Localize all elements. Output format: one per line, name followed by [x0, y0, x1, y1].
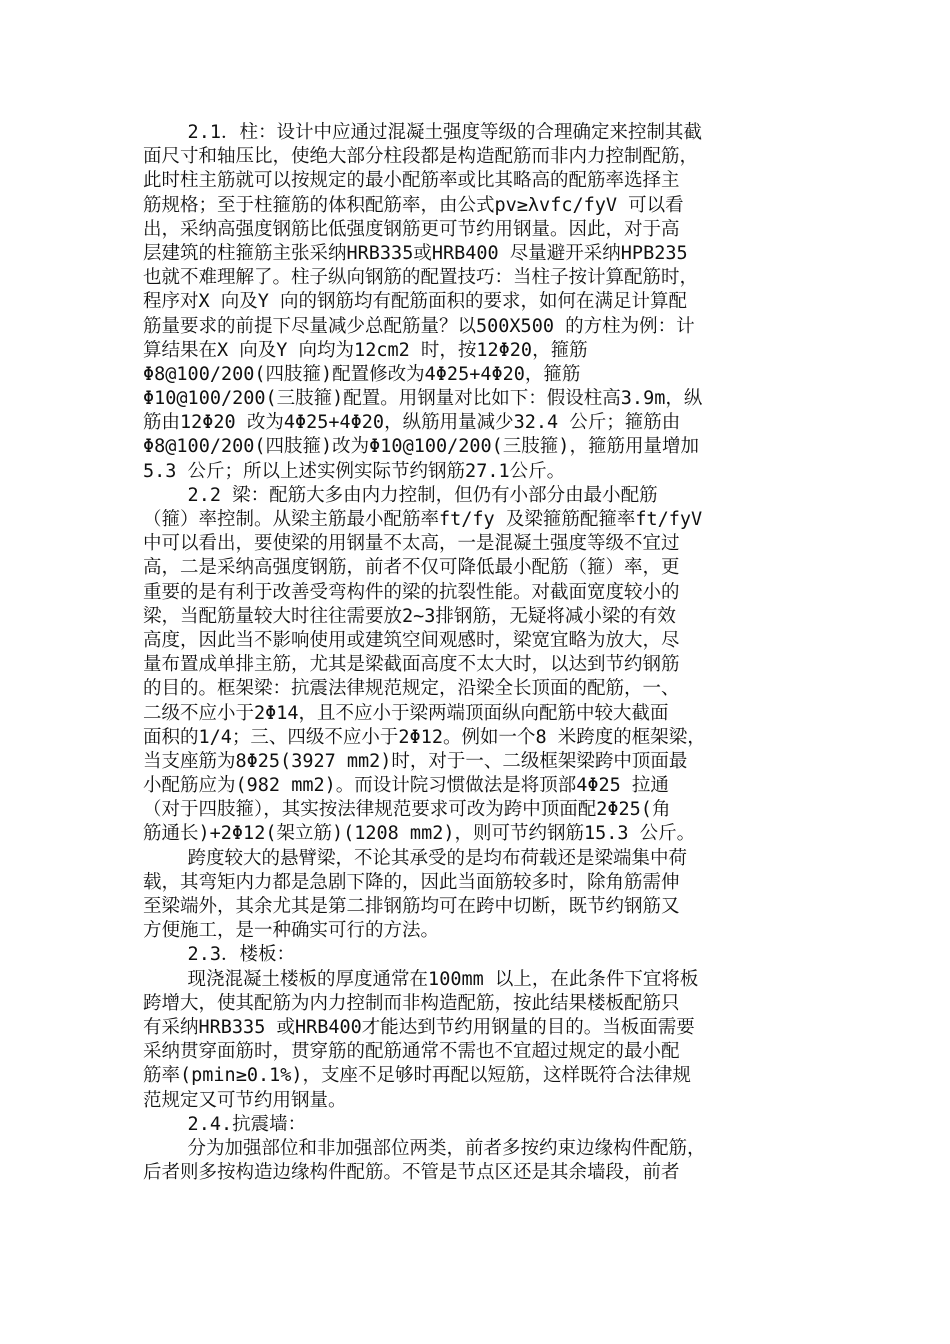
text-line: Φ10@100/200(三肢箍)配置。用钢量对比如下：假设柱高3.9m，纵 — [143, 388, 703, 410]
text-line: Φ8@100/200(四肢箍)改为Φ10@100/200(三肢箍)，箍筋用量增加 — [143, 436, 699, 458]
text-line: 筋规格；至于柱箍筋的体积配筋率，由公式pv≥λvfc/fyV 可以看 — [143, 194, 684, 216]
text-line: 面尺寸和轴压比，使绝大部分柱段都是构造配筋而非内力控制配筋， — [143, 146, 699, 168]
body-text — [143, 121, 807, 1185]
text-line: Φ8@100/200(四肢箍)配置修改为4Φ25+4Φ20，箍筋 — [143, 363, 581, 385]
text-line: 小配筋应为(982 mm2)。而设计院习惯做法是将顶部4Φ25 拉通 — [143, 775, 669, 797]
text-line: 方便施工，是一种确实可行的方法。 — [143, 920, 440, 942]
text-line: 筋通长)+2Φ12(架立筋)(1208 mm2)，则可节约钢筋15.3 公斤。 — [143, 823, 696, 845]
text-line: 至梁端外，其余尤其是第二排钢筋均可在跨中切断，既节约钢筋又 — [143, 896, 680, 917]
text-line: 后者则多按构造边缘构件配筋。不管是节点区还是其余墙段，前者 — [143, 1162, 680, 1184]
text-line: 梁，当配筋量较大时往往需要放2~3排钢筋，无疑将减小梁的有效 — [143, 605, 676, 627]
text-line: 重要的是有利于改善受弯构件的梁的抗裂性能。对截面宽度较小的 — [143, 581, 680, 603]
text-line: 跨度较大的悬臂梁，不论其承受的是均布荷载还是梁端集中荷 — [143, 847, 688, 869]
text-line: 此时柱主筋就可以按规定的最小配筋率或比其略高的配筋率选择主 — [143, 170, 680, 192]
text-line: 程序对X 向及Y 向的钢筋均有配筋面积的要求，如何在满足计算配 — [143, 291, 688, 313]
text-line: 高，二是采纳高强度钢筋，前者不仅可降低最小配筋（箍）率，更 — [143, 557, 680, 579]
text-line: 2.4.抗震墙： — [143, 1113, 307, 1135]
text-line: 筋由12Φ20 改为4Φ25+4Φ20，纵筋用量减少32.4 公斤；箍筋由 — [143, 412, 681, 434]
text-line: 算结果在X 向及Y 向均为12cm2 时，按12Φ20，箍筋 — [143, 339, 588, 361]
text-line: 量布置成单排主筋，尤其是梁截面高度不太大时，以达到节约钢筋 — [143, 654, 680, 676]
text-line: 5.3 公斤；所以上述实例实际节约钢筋27.1公斤。 — [143, 460, 566, 482]
text-line: 2.1．柱：设计中应通过混凝土强度等级的合理确定来控制其截 — [143, 122, 702, 143]
text-line: 筋率(pmin≥0.1%)，支座不足够时再配以短筋，这样既符合法律规 — [143, 1065, 692, 1087]
text-line: 层建筑的柱箍筋主张采纳HRB335或HRB400 尽量避开采纳HPB235 — [143, 242, 688, 264]
text-line: 也就不难理解了。柱子纵向钢筋的配置技巧：当柱子按计算配筋时， — [143, 267, 699, 289]
text-line: 筋量要求的前提下尽量减少总配筋量？以500X500 的方柱为例：计 — [143, 315, 695, 337]
text-line: 出，采纳高强度钢筋比低强度钢筋更可节约用钢量。因此，对于高 — [143, 218, 680, 240]
text-line: 范规定又可节约用钢量。 — [143, 1089, 347, 1111]
text-line: 有采纳HRB335 或HRB400才能达到节约用钢量的目的。当板面需要 — [143, 1016, 695, 1038]
text-line: 2.2 梁：配筋大多由内力控制，但仍有小部分由最小配筋 — [143, 484, 658, 506]
text-line: 二级不应小于2Φ14，且不应小于梁两端顶面纵向配筋中较大截面 — [143, 702, 669, 724]
text-line: 中可以看出，要使梁的用钢量不太高，一是混凝土强度等级不宜过 — [143, 533, 680, 555]
text-line: 当支座筋为8Φ25(3927 mm2)时，对于一、二级框架梁跨中顶面最 — [143, 750, 688, 772]
text-line: （箍）率控制。从梁主筋最小配筋率ft/fy 及梁箍筋配箍率ft/fyV — [143, 509, 703, 530]
text-line: 高度，因此当不影响使用或建筑空间观感时，梁宽宜略为放大，尽 — [143, 629, 680, 651]
text-line: （对于四肢箍），其实按法律规范要求可改为跨中顶面配2Φ25(角 — [143, 799, 671, 821]
text-line: 现浇混凝土楼板的厚度通常在100mm 以上，在此条件下宜将板 — [143, 968, 699, 990]
text-line: 采纳贯穿面筋时，贯穿筋的配筋通常不需也不宜超过规定的最小配 — [143, 1041, 680, 1063]
text-line: 2.3．楼板： — [143, 944, 295, 966]
text-line: 分为加强部位和非加强部位两类，前者多按约束边缘构件配筋， — [143, 1137, 706, 1159]
text-line: 载，其弯矩内力都是急剧下降的，因此当面筋较多时，除角筋需伸 — [143, 871, 680, 893]
text-line: 跨增大，使其配筋为内力控制而非构造配筋，按此结果楼板配筋只 — [143, 992, 680, 1014]
text-line: 的目的。框架梁：抗震法律规范规定，沿梁全长顶面的配筋，一、 — [143, 678, 680, 700]
text-line: 面积的1/4；三、四级不应小于2Φ12。例如一个8 米跨度的框架梁， — [143, 726, 706, 748]
